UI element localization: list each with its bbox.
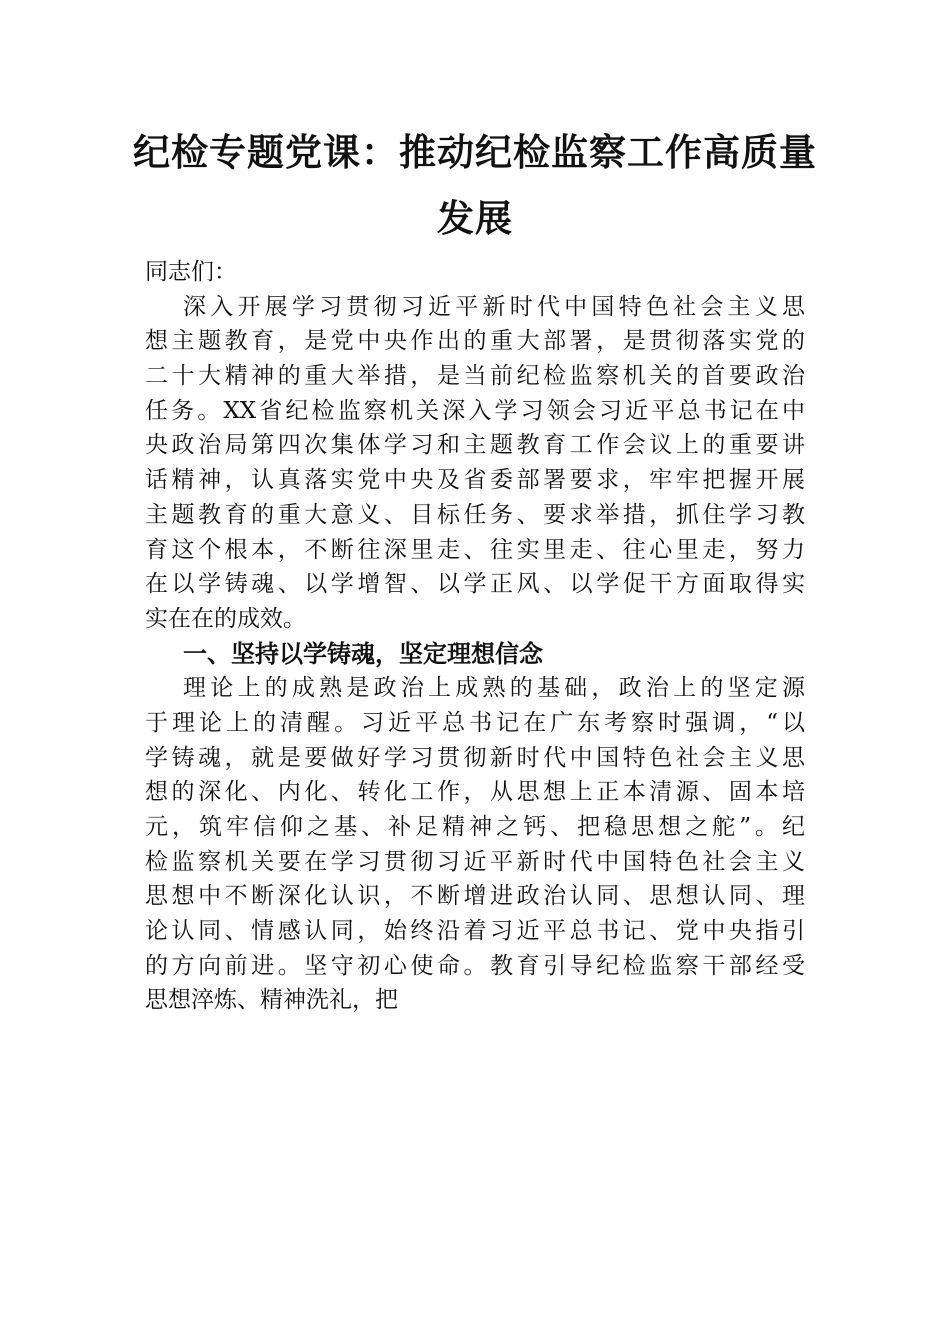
text-line: 想的深化、内化、转化工作，从思想上正本清源、固本培 (145, 779, 805, 806)
text-line: 想主题教育，是党中央作出的重大部署，是贯彻落实党的 (145, 328, 805, 355)
section-heading: 一、坚持以学铸魂，坚定理想信念 (183, 638, 543, 668)
document-title-line-2: 发展 (437, 196, 513, 240)
document-title-line-1: 纪检专题党课：推动纪检监察工作高质量 (133, 130, 817, 174)
text-line: 育这个根本，不断往深里走、往实里走、往心里走，努力 (145, 536, 805, 563)
salutation: 同志们： (145, 259, 237, 285)
text-line: 主题教育的重大意义、目标任务、要求举措，抓住学习教 (145, 501, 805, 528)
text-line: 的方向前进。坚守初心使命。教育引导纪检监察干部经受 (145, 952, 805, 979)
paragraph-1 (145, 290, 805, 637)
text-line: 央政治局第四次集体学习和主题教育工作会议上的重要讲 (145, 432, 805, 459)
text-line: 元，筑牢信仰之基、补足精神之钙、把稳思想之舵”。纪 (145, 814, 805, 840)
text-line: 深入开展学习贯彻习近平新时代中国特色社会主义思 (183, 293, 805, 320)
text-line: 理论上的成熟是政治上成熟的基础，政治上的坚定源 (183, 675, 805, 702)
text-line: 二十大精神的重大举措，是当前纪检监察机关的首要政治 (145, 363, 805, 390)
text-line: 在以学铸魂、以学增智、以学正风、以学促干方面取得实 (145, 571, 805, 598)
text-line: 实在在的成效。 (145, 605, 306, 632)
text-line: 话精神，认真落实党中央及省委部署要求，牢牢把握开展 (145, 467, 805, 494)
text-line: 学铸魂，就是要做好学习贯彻新时代中国特色社会主义思 (145, 744, 805, 771)
text-line: 任务。XX省纪检监察机关深入学习领会习近平总书记在中 (145, 397, 805, 424)
document-body (145, 255, 805, 1018)
text-line: 论认同、情感认同，始终沿着习近平总书记、党中央指引 (145, 918, 805, 945)
text-line: 思想中不断深化认识，不断增进政治认同、思想认同、理 (145, 883, 805, 910)
paragraph-2 (145, 671, 805, 1018)
text-line: 检监察机关要在学习贯彻习近平新时代中国特色社会主义 (145, 848, 805, 875)
text-line: 于理论上的清醒。习近平总书记在广东考察时强调，“以 (145, 709, 805, 736)
text-line: 思想淬炼、精神洗礼，把 (145, 987, 398, 1014)
